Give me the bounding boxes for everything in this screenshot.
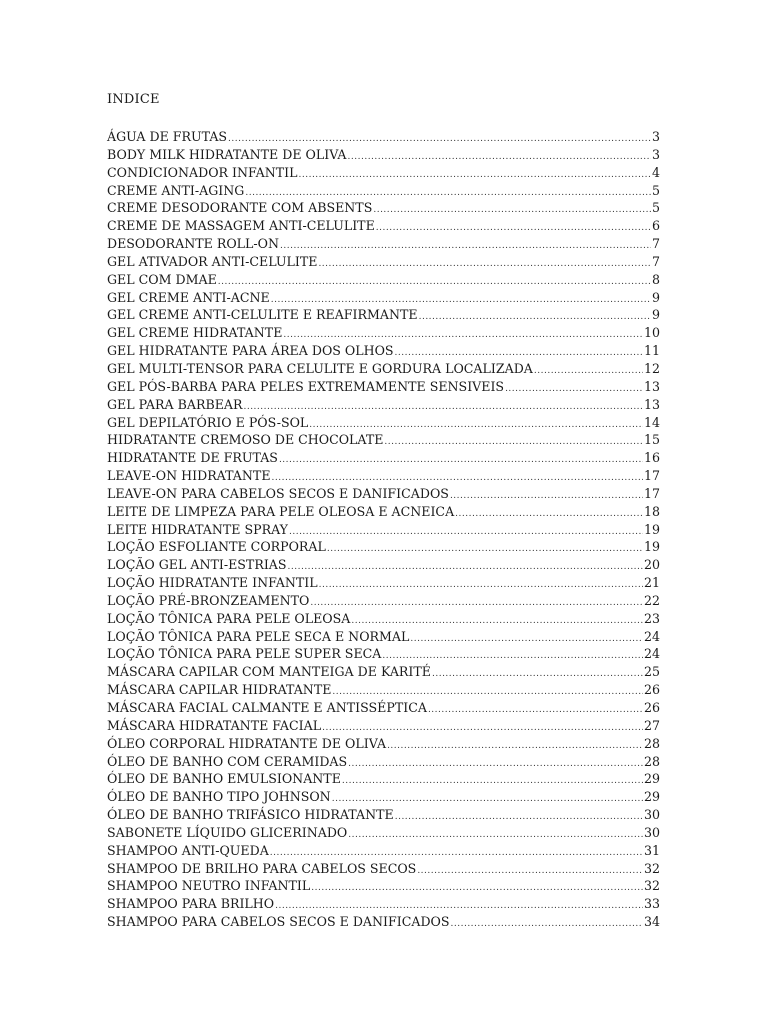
toc-entry[interactable] <box>107 146 660 164</box>
toc-entry-label: ÓLEO DE BANHO COM CERAMIDAS <box>107 753 348 769</box>
toc-entry-page-number: 25 <box>643 664 660 680</box>
toc-entry[interactable] <box>107 467 660 485</box>
toc-entry-page-number: 19 <box>643 539 660 555</box>
dot-leader <box>534 363 643 381</box>
toc-entry[interactable] <box>107 164 660 182</box>
toc-entry[interactable] <box>107 253 660 271</box>
toc-entry-label: LOÇÃO TÔNICA PARA PELE SECA E NORMAL <box>107 628 410 644</box>
toc-entry[interactable] <box>107 414 660 432</box>
toc-entry-page-number: 3 <box>651 129 660 144</box>
dot-leader <box>348 827 643 845</box>
dot-leader <box>280 238 651 256</box>
toc-entry[interactable] <box>107 485 660 503</box>
toc-entry[interactable] <box>107 396 660 414</box>
toc-entry[interactable] <box>107 521 660 539</box>
toc-entry-label: CREME DE MASSAGEM ANTI-CELULITE <box>107 218 375 234</box>
dot-leader <box>289 524 643 542</box>
toc-entry[interactable] <box>107 663 660 681</box>
toc-entry-page-number: 13 <box>643 378 660 394</box>
dot-leader <box>384 434 643 452</box>
toc-entry[interactable] <box>107 128 660 146</box>
toc-entry-label: CREME ANTI-AGING <box>107 182 245 198</box>
dot-leader <box>311 880 643 898</box>
toc-entry[interactable] <box>107 877 660 895</box>
toc-entry-label: LOÇÃO TÔNICA PARA PELE OLEOSA <box>107 610 351 626</box>
dot-leader <box>319 577 643 595</box>
toc-entry-label: LEAVE-ON HIDRATANTE <box>107 468 271 484</box>
toc-entry-page-number: 20 <box>643 557 660 573</box>
toc-entry-label: GEL CREME ANTI-ACNE <box>107 289 270 305</box>
toc-entry[interactable] <box>107 289 660 307</box>
toc-entry[interactable] <box>107 788 660 806</box>
toc-entry-page-number: 14 <box>643 414 660 430</box>
toc-entry-label: MÁSCARA HIDRATANTE FACIAL <box>107 717 322 733</box>
dot-leader <box>318 256 651 274</box>
toc-entry-label: SABONETE LÍQUIDO GLICERINADO <box>107 824 348 840</box>
toc-entry-label: LOÇÃO ESFOLIANTE CORPORAL <box>107 539 326 555</box>
toc-entry-page-number: 30 <box>643 824 660 840</box>
toc-entry-page-number: 13 <box>643 396 660 412</box>
dot-leader <box>342 773 643 791</box>
toc-entry-label: MÁSCARA CAPILAR COM MANTEIGA DE KARITÉ <box>107 664 431 680</box>
toc-entry-page-number: 12 <box>643 360 660 376</box>
toc-entry[interactable] <box>107 538 660 556</box>
toc-entry-page-number: 30 <box>643 807 660 823</box>
toc-entry[interactable] <box>107 645 660 663</box>
toc-entry-page-number: 28 <box>643 753 660 769</box>
toc-entry-page-number: 27 <box>643 717 660 733</box>
toc-entry[interactable] <box>107 895 660 913</box>
toc-entry-label: ÓLEO DE BANHO TIPO JOHNSON <box>107 789 331 805</box>
toc-entry-label: HIDRATANTE DE FRUTAS <box>107 450 278 466</box>
toc-entry-label: ÓLEO CORPORAL HIDRATANTE DE OLIVA <box>107 735 387 751</box>
toc-entry[interactable] <box>107 217 660 235</box>
toc-entry[interactable] <box>107 913 660 931</box>
toc-entry-label: LOÇÃO HIDRATANTE INFANTIL <box>107 575 318 591</box>
toc-entry-label: SHAMPOO DE BRILHO PARA CABELOS SECOS <box>107 860 417 876</box>
toc-entry-page-number: 9 <box>651 289 660 305</box>
dot-leader <box>348 149 651 167</box>
toc-entry-page-number: 22 <box>643 592 660 608</box>
toc-entry-label: CONDICIONADOR INFANTIL <box>107 164 298 180</box>
toc-entry-label: ÓLEO DE BANHO EMULSIONANTE <box>107 771 341 787</box>
toc-entry-page-number: 4 <box>651 164 660 180</box>
toc-entry-label: GEL DEPILATÓRIO E PÓS-SOL <box>107 414 309 430</box>
toc-entry-label: LOÇÃO TÔNICA PARA PELE SUPER SECA <box>107 646 382 662</box>
toc-entry[interactable] <box>107 610 660 628</box>
toc-entry-label: MÁSCARA FACIAL CALMANTE E ANTISSÉPTICA <box>107 700 427 715</box>
toc-entry-label: HIDRATANTE CREMOSO DE CHOCOLATE <box>107 432 384 448</box>
toc-entry-page-number: 32 <box>643 878 660 894</box>
toc-entry[interactable] <box>107 199 660 217</box>
dot-leader <box>428 702 643 720</box>
toc-entry-label: CREME DESODORANTE COM ABSENTS <box>107 200 373 216</box>
toc-entry-page-number: 7 <box>651 253 660 269</box>
toc-entry-label: LEITE HIDRATANTE SPRAY <box>107 521 288 537</box>
dot-leader <box>218 274 651 292</box>
toc-entry-page-number: 29 <box>643 771 660 787</box>
page-title: INDICE <box>107 92 160 107</box>
toc-entry-label: SHAMPOO ANTI-QUEDA <box>107 842 269 858</box>
toc-entry-page-number: 10 <box>643 325 660 341</box>
toc-entry-page-number: 15 <box>643 432 660 448</box>
toc-entry-label: ÓLEO DE BANHO TRIFÁSICO HIDRATANTE <box>107 807 394 823</box>
toc-entry[interactable] <box>107 449 660 467</box>
toc-entry-page-number: 26 <box>643 700 660 715</box>
toc-entry[interactable] <box>107 753 660 771</box>
dot-leader <box>279 452 643 470</box>
dot-leader <box>505 381 643 399</box>
toc-entry-page-number: 9 <box>651 307 660 323</box>
dot-leader <box>327 541 643 559</box>
toc-entry-label: BODY MILK HIDRATANTE DE OLIVA <box>107 146 347 162</box>
toc-entry-label: GEL CREME HIDRATANTE <box>107 325 283 341</box>
toc-entry[interactable] <box>107 770 660 788</box>
dot-leader <box>451 916 643 934</box>
toc-entry-page-number: 6 <box>651 218 660 234</box>
toc-entry-label: GEL PARA BARBEAR <box>107 396 243 412</box>
toc-entry-page-number: 34 <box>643 914 660 930</box>
dot-leader <box>387 738 643 756</box>
toc-entry-label: ÁGUA DE FRUTAS <box>107 129 228 144</box>
toc-entry-label: SHAMPOO PARA CABELOS SECOS E DANIFICADOS <box>107 914 450 930</box>
toc-entry-label: GEL MULTI-TENSOR PARA CELULITE E GORDURA LOCALIZADA <box>107 360 533 376</box>
toc-entry-page-number: 28 <box>643 735 660 751</box>
toc-entry[interactable] <box>107 342 660 360</box>
toc-entry-page-number: 7 <box>651 236 660 252</box>
toc-entry[interactable] <box>107 503 660 521</box>
dot-leader <box>410 631 643 649</box>
dot-leader <box>373 202 651 220</box>
toc-entry[interactable] <box>107 271 660 289</box>
toc-entry[interactable] <box>107 717 660 735</box>
dot-leader <box>419 309 651 327</box>
dot-leader <box>395 809 643 827</box>
toc-entry-page-number: 3 <box>651 146 660 162</box>
toc-entry-page-number: 23 <box>643 610 660 626</box>
dot-leader <box>450 488 643 506</box>
toc-entry-page-number: 18 <box>643 503 660 519</box>
toc-entry[interactable] <box>107 324 660 342</box>
toc-entry-label: GEL HIDRATANTE PARA ÁREA DOS OLHOS <box>107 343 394 359</box>
dot-leader <box>376 220 651 238</box>
toc-entry[interactable] <box>107 735 660 753</box>
toc-entry-page-number: 33 <box>643 896 660 912</box>
toc-entry-label: LEITE DE LIMPEZA PARA PELE OLEOSA E ACNEICA <box>107 503 455 519</box>
toc-entry[interactable] <box>107 431 660 449</box>
toc-entry[interactable] <box>107 699 660 717</box>
dot-leader <box>417 863 643 881</box>
table-of-contents <box>107 128 660 931</box>
toc-entry-page-number: 8 <box>651 271 660 287</box>
toc-entry[interactable] <box>107 378 660 396</box>
toc-entry-page-number: 26 <box>643 682 660 698</box>
toc-entry-page-number: 16 <box>643 450 660 466</box>
toc-entry-page-number: 21 <box>643 575 660 591</box>
toc-entry-page-number: 31 <box>643 842 660 858</box>
toc-entry[interactable] <box>107 860 660 878</box>
toc-entry-page-number: 17 <box>643 485 660 501</box>
toc-entry-page-number: 24 <box>643 646 660 662</box>
toc-entry-label: LEAVE-ON PARA CABELOS SECOS E DANIFICADOS <box>107 485 449 501</box>
toc-entry-page-number: 5 <box>651 182 660 198</box>
toc-entry-label: SHAMPOO PARA BRILHO <box>107 896 275 912</box>
toc-entry-label: GEL ATIVADOR ANTI-CELULITE <box>107 253 318 269</box>
toc-entry-page-number: 32 <box>643 860 660 876</box>
toc-entry-label: LOÇÃO PRÉ-BRONZEAMENTO <box>107 592 310 608</box>
toc-entry-page-number: 19 <box>643 521 660 537</box>
toc-entry-page-number: 17 <box>643 468 660 484</box>
dot-leader <box>432 666 643 684</box>
toc-entry-label: SHAMPOO NEUTRO INFANTIL <box>107 878 311 894</box>
toc-entry-label: LOÇÃO GEL ANTI-ESTRIAS <box>107 557 287 573</box>
toc-entry[interactable] <box>107 806 660 824</box>
dot-leader <box>310 595 643 613</box>
toc-entry[interactable] <box>107 824 660 842</box>
toc-entry-label: GEL COM DMAE <box>107 271 217 287</box>
toc-entry[interactable] <box>107 306 660 324</box>
toc-entry[interactable] <box>107 235 660 253</box>
toc-entry-page-number: 29 <box>643 789 660 805</box>
dot-leader <box>455 506 643 524</box>
toc-entry-page-number: 24 <box>643 628 660 644</box>
toc-entry[interactable] <box>107 628 660 646</box>
toc-entry[interactable] <box>107 182 660 200</box>
dot-leader <box>288 559 643 577</box>
toc-entry[interactable] <box>107 360 660 378</box>
toc-entry-label: DESODORANTE ROLL-ON <box>107 236 279 252</box>
toc-entry[interactable] <box>107 592 660 610</box>
toc-entry[interactable] <box>107 681 660 699</box>
toc-entry-page-number: 5 <box>651 200 660 216</box>
dot-leader <box>299 167 651 185</box>
toc-entry-page-number: 11 <box>643 343 660 359</box>
dot-leader <box>348 756 643 774</box>
toc-entry-label: GEL PÓS-BARBA PARA PELES EXTREMAMENTE SENSIVEIS <box>107 378 505 394</box>
toc-entry[interactable] <box>107 574 660 592</box>
toc-entry-label: GEL CREME ANTI-CELULITE E REAFIRMANTE <box>107 307 418 323</box>
toc-entry[interactable] <box>107 556 660 574</box>
toc-entry-label: MÁSCARA CAPILAR HIDRATANTE <box>107 682 332 698</box>
toc-entry[interactable] <box>107 842 660 860</box>
